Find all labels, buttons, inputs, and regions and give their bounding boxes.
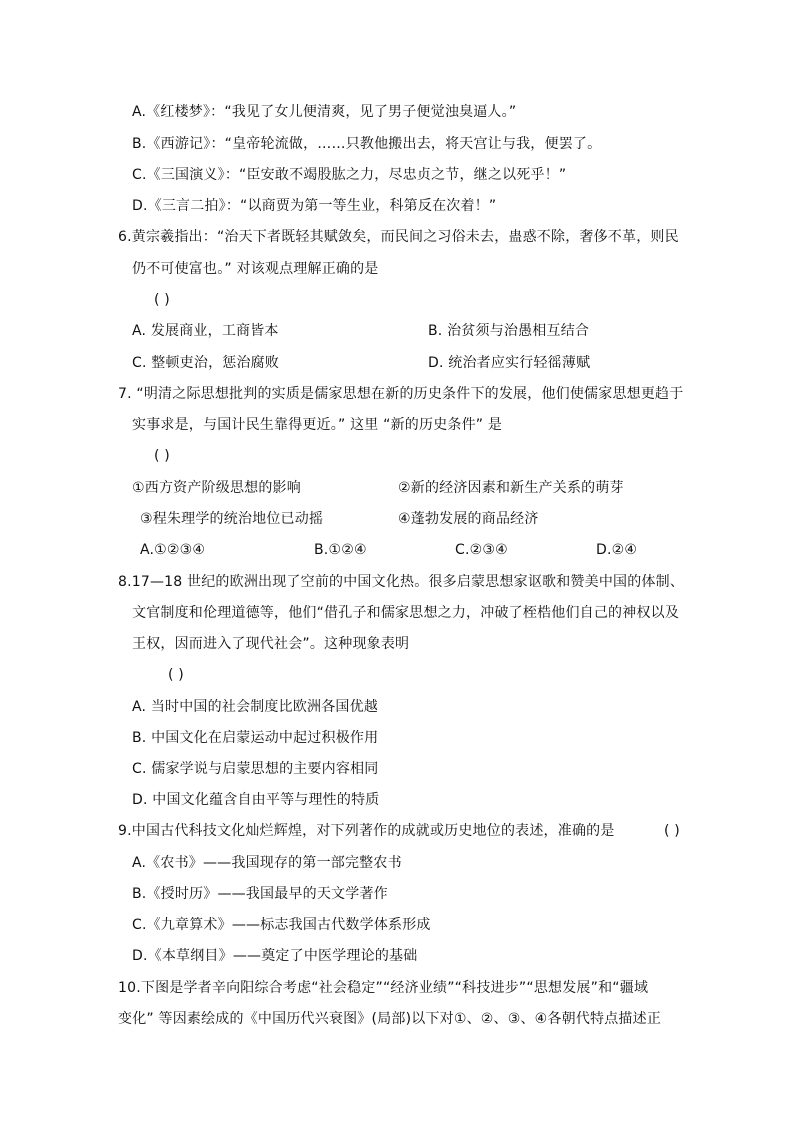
q5-option-b: B.《西游记》：“皇帝轮流做，……只教他搬出去，将天宫让与我，便罢了。 <box>132 136 602 152</box>
q8-stem-line2: 文官制度和伦理道德等，他们“借孔子和儒家思想之力，冲破了桎梏他们自己的神权以及 <box>132 605 680 621</box>
q8-option-d: D. 中国文化蕴含自由平等与理性的特质 <box>132 792 380 808</box>
q7-option-d: D.②④ <box>596 542 638 558</box>
q9-option-d: D.《本草纲目》——奠定了中医学理论的基础 <box>132 948 418 964</box>
q8-stem-line3: 王权，因而进入了现代社会”。这种现象表明 <box>132 636 410 652</box>
q6-option-b: B. 治贫须与治愚相互结合 <box>428 323 590 339</box>
q7-item-3: ③程朱理学的统治地位已动摇 <box>140 511 324 527</box>
q10-stem-line2: 变化” 等因素绘成的《中国历代兴衰图》(局部)以下对①、②、③、④各朝代特点描述正 <box>118 1011 662 1027</box>
q9-answer-paren: ( ) <box>664 823 680 839</box>
q10-stem-line1: 10.下图是学者辛向阳综合考虑“社会稳定”“经济业绩”“科技进步”“思想发展”和“疆域 <box>118 980 649 996</box>
q7-item-1: ①西方资产阶级思想的影响 <box>132 480 301 496</box>
q7-stem-line2: 实事求是，与国计民生靠得更近。” 这里 “新的历史条件” 是 <box>132 417 503 433</box>
q6-stem-line1: 6.黄宗羲指出：“治天下者既轻其赋敛矣，而民间之习俗未去，蛊惑不除，奢侈不革，则民 <box>118 229 679 245</box>
q9-option-c: C.《九章算术》——标志我国古代数学体系形成 <box>132 917 431 933</box>
q7-option-a: A.①②③④ <box>140 542 206 558</box>
q6-option-c: C. 整顿吏治，惩治腐败 <box>132 355 280 371</box>
q7-stem-line1: 7. “明清之际思想批判的实质是儒家思想在新的历史条件下的发展，他们使儒家思想更趋于 <box>118 386 684 402</box>
q9-stem: 9.中国古代科技文化灿烂辉煌，对下列著作的成就或历史地位的表述，准确的是 <box>118 823 615 839</box>
q5-option-d: D.《三言二拍》：“以商贾为第一等生业，科第反在次着！” <box>132 198 497 214</box>
q7-item-4: ④蓬勃发展的商品经济 <box>398 511 539 527</box>
q9-option-b: B.《授时历》——我国最早的天文学著作 <box>132 886 388 902</box>
q6-stem-line2: 仍不可使富也。” 对该观点理解正确的是 <box>132 261 379 277</box>
q8-option-a: A. 当时中国的社会制度比欧洲各国优越 <box>132 699 379 715</box>
q7-option-c: C.②③④ <box>455 542 508 558</box>
q7-option-b: B.①②④ <box>314 542 367 558</box>
q8-stem-line1: 8.17—18 世纪的欧洲出现了空前的中国文化热。很多启蒙思想家讴歌和赞美中国的体制、 <box>118 574 685 590</box>
q8-answer-paren: ( ) <box>168 667 184 683</box>
q6-option-a: A. 发展商业，工商皆本 <box>132 323 279 339</box>
q6-answer-paren: ( ) <box>154 292 170 308</box>
q7-item-2: ②新的经济因素和新生产关系的萌芽 <box>398 480 624 496</box>
q7-answer-paren: ( ) <box>154 448 170 464</box>
q5-option-c: C.《三国演义》：“臣安敢不竭股肱之力，尽忠贞之节，继之以死乎！” <box>132 167 567 183</box>
q5-option-a: A.《红楼梦》：“我见了女儿便清爽，见了男子便觉浊臭逼人。” <box>132 104 517 120</box>
q6-option-d: D. 统治者应实行轻徭薄赋 <box>428 355 591 371</box>
q9-option-a: A.《农书》——我国现存的第一部完整农书 <box>132 855 402 871</box>
q8-option-c: C. 儒家学说与启蒙思想的主要内容相同 <box>132 761 379 777</box>
q8-option-b: B. 中国文化在启蒙运动中起过积极作用 <box>132 730 379 746</box>
